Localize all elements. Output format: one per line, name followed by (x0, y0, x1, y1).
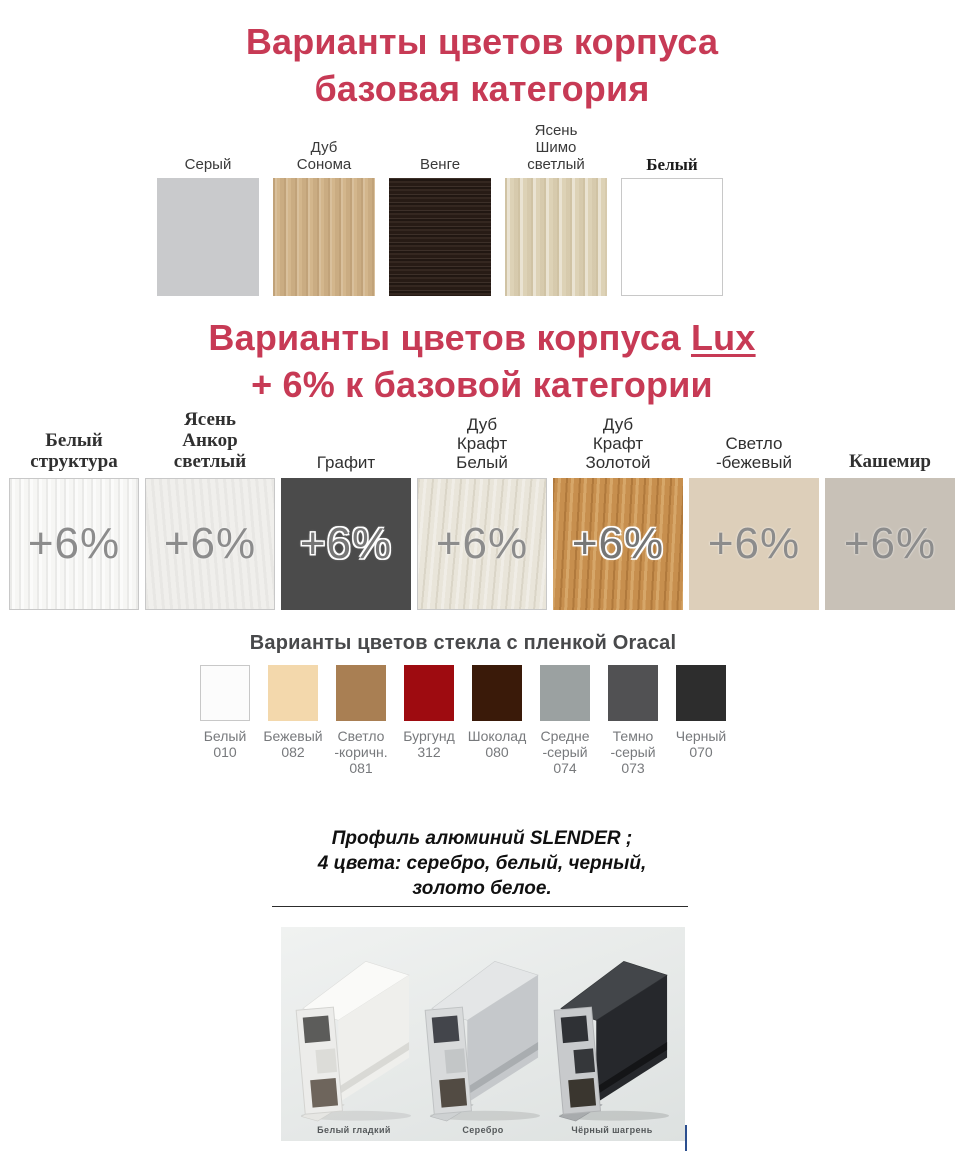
oracal-swatches-row (0, 665, 945, 776)
divider-line (272, 906, 688, 907)
lux-color-label: Светло -бежевый (715, 434, 793, 472)
base-color-swatch-gray (157, 178, 259, 296)
lux-color-swatch-craft-oak-white (417, 478, 547, 610)
oracal-swatch-light-brown-081 (336, 665, 386, 721)
oracal-color-column (464, 665, 530, 776)
lux-color-label: Ясень Анкор светлый (173, 409, 247, 472)
surcharge-badge: +6% (571, 519, 665, 568)
oracal-color-label: Белый 010 (203, 728, 247, 760)
oracal-color-label: Темно -серый 073 (610, 728, 656, 776)
oracal-color-column (668, 665, 734, 776)
profile-sample-white (291, 955, 417, 1141)
oracal-swatch-white-010 (200, 665, 250, 721)
surcharge-badge: +6% (707, 519, 801, 568)
base-color-column (621, 126, 723, 296)
oracal-color-column (328, 665, 394, 776)
lux-color-swatch-craft-oak-gold (553, 478, 683, 610)
oracal-color-column (600, 665, 666, 776)
oracal-swatch-black-070 (676, 665, 726, 721)
lux-color-label: Кашемир (849, 451, 931, 472)
lux-title-line2: + 6% к базовой категории (251, 364, 713, 405)
lux-color-swatch-cashmere (825, 478, 955, 610)
lux-color-swatch-white-structure (9, 478, 139, 610)
base-color-swatch-white (621, 178, 723, 296)
profile-text-line1: Профиль алюминий SLENDER ; (331, 828, 633, 849)
surcharge-badge: +6% (843, 519, 937, 568)
profile-color-label: Серебро (462, 1125, 504, 1135)
oracal-color-label: Светло -коричн. 081 (334, 728, 388, 776)
lux-category-title (0, 314, 964, 408)
surcharge-badge: +6% (163, 519, 257, 568)
base-title-line1: Варианты цветов корпуса (245, 21, 719, 62)
oracal-color-column (396, 665, 462, 776)
lux-color-swatch-ankor-ash (145, 478, 275, 610)
aluminum-profile-white-image (295, 955, 413, 1123)
oracal-color-label: Средне -серый 074 (540, 728, 590, 776)
cursor-artifact (685, 1125, 687, 1151)
base-color-label: Белый (646, 155, 698, 174)
base-color-label: Серый (184, 156, 232, 173)
surcharge-badge: +6% (299, 519, 393, 568)
lux-colors-row (0, 409, 964, 610)
lux-color-column (9, 414, 139, 610)
base-color-column (505, 122, 607, 296)
lux-color-column (689, 414, 819, 610)
oracal-swatch-chocolate-080 (472, 665, 522, 721)
lux-color-column (281, 414, 411, 610)
oracal-color-label: Бургунд 312 (403, 728, 455, 760)
profile-text-line2: 4 цвета: серебро, белый, черный, (317, 853, 647, 874)
oracal-color-label: Бежевый 082 (263, 728, 323, 760)
oracal-swatch-beige-082 (268, 665, 318, 721)
base-color-label: Дуб Сонома (296, 139, 352, 173)
oracal-color-column (192, 665, 258, 776)
aluminum-profile-silver-image (424, 955, 542, 1123)
oracal-swatch-burgundy-312 (404, 665, 454, 721)
profile-color-label: Чёрный шагрень (571, 1125, 653, 1135)
base-color-swatch-wenge (389, 178, 491, 296)
lux-color-column (825, 414, 955, 610)
base-color-label: Венге (419, 156, 461, 173)
lux-color-swatch-graphite (281, 478, 411, 610)
oracal-color-column (260, 665, 326, 776)
surcharge-badge: +6% (27, 519, 121, 568)
profile-photo (281, 927, 685, 1141)
base-color-label: Ясень Шимо светлый (527, 122, 585, 173)
base-color-column (273, 126, 375, 296)
profile-text-line3: золото белое. (412, 878, 552, 899)
base-color-swatch-shimo-ash (505, 178, 607, 296)
lux-title-prefix: Варианты цветов корпуса (208, 317, 691, 358)
aluminum-profile-black-image (553, 955, 671, 1123)
oracal-swatch-dark-gray-073 (608, 665, 658, 721)
base-title-line2: базовая категория (314, 68, 650, 109)
profile-sample-silver (420, 955, 546, 1141)
base-color-column (157, 126, 259, 296)
profile-sample-black (549, 955, 675, 1141)
base-color-column (389, 126, 491, 296)
lux-link-text: Lux (690, 317, 756, 358)
lux-color-label: Дуб Крафт Золотой (585, 415, 651, 472)
lux-color-label: Графит (316, 453, 376, 472)
base-color-swatch-sonoma-oak (273, 178, 375, 296)
oracal-color-column (532, 665, 598, 776)
lux-color-swatch-light-beige (689, 478, 819, 610)
lux-color-label: Дуб Крафт Белый (456, 415, 508, 472)
profile-color-label: Белый гладкий (317, 1125, 391, 1135)
profile-description (0, 826, 964, 901)
surcharge-badge: +6% (435, 519, 529, 568)
lux-color-label: Белый структура (30, 430, 118, 472)
lux-color-column (145, 409, 275, 610)
lux-title-line1 (0, 314, 964, 361)
base-category-title (0, 0, 964, 112)
oracal-section (0, 632, 945, 776)
lux-color-column (417, 414, 547, 610)
oracal-section-title: Варианты цветов стекла с пленкой Oracal (249, 632, 677, 654)
oracal-color-label: Шоколад 080 (467, 728, 527, 760)
base-colors-row (0, 122, 922, 296)
oracal-swatch-medium-gray-074 (540, 665, 590, 721)
oracal-color-label: Черный 070 (675, 728, 727, 760)
lux-color-column (553, 414, 683, 610)
